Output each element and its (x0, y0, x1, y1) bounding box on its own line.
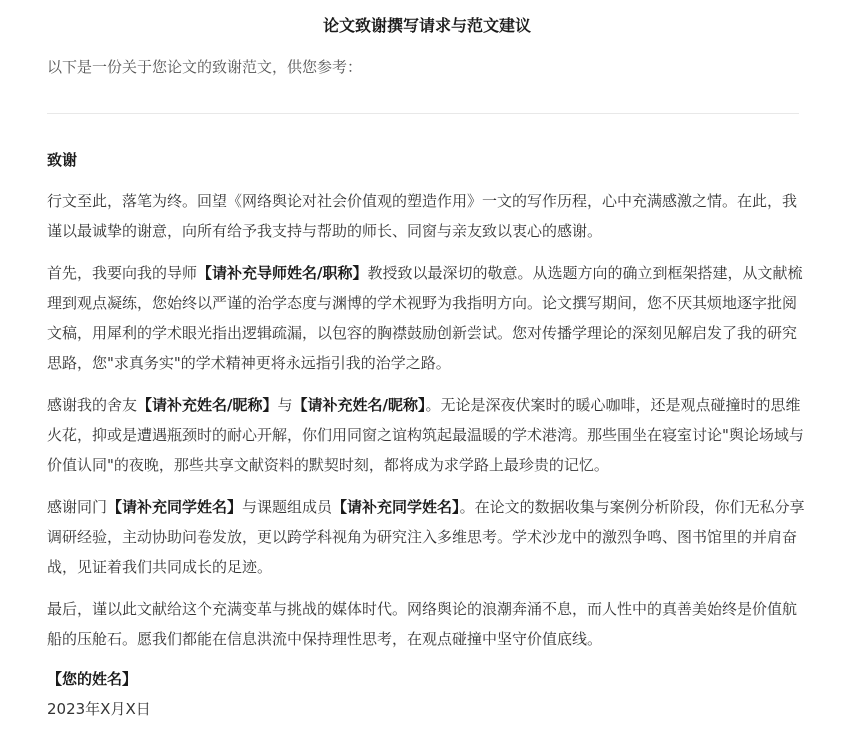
paragraph-advisor-text-a: 首先，我要向我的导师 (47, 264, 198, 282)
classmate-name-placeholder-1: 【请补充同学姓名】 (107, 498, 243, 516)
section-heading: 致谢 (47, 151, 78, 169)
advisor-name-placeholder: 【请补充导师姓名/职称】 (197, 264, 368, 282)
paragraph-advisor (47, 258, 805, 378)
paragraph-roommates-text-c: 与 (277, 396, 293, 414)
classmate-name-placeholder-2: 【请补充同学姓名】 (332, 498, 460, 516)
paragraph-classmates-text-e: 。在论文的数据收集与案例分析阶段，你们无私分享调研经验，主动协助问卷发放，更以跨学科视角为研究注入多维思考。学术沙龙中的激烈争鸣、图书馆里的并肩奋战，见证着我们共同成长的足迹。 (47, 498, 805, 576)
paragraph-advisor-text-c: 教授致以最深切的敬意。从选题方向的确立到框架搭建，从文献梳理到观点凝练，您始终以严谨的治学态度与渊博的学术视野为我指明方向。论文撰写期间，您不厌其烦地逐字批阅文稿，用犀利的学术眼光指出逻辑疏漏，以包容的胸襟鼓励创新尝试。您对传播学理论的深刻见解启发了我的研究思路，您"求真务实"的学术精神更将永远指引我的治学之路。 (47, 264, 803, 372)
intro-text: 以下是一份关于您论文的致谢范文，供您参考： (47, 58, 363, 76)
roommate-name-placeholder-1: 【请补充姓名/昵称】 (137, 396, 278, 414)
paragraph-classmates-text-c: 与课题组成员 (242, 498, 333, 516)
paragraph-opening: 行文至此，落笔为终。回望《网络舆论对社会价值观的塑造作用》一文的写作历程，心中充满感激之情。在此，我谨以最诚挚的谢意，向所有给予我支持与帮助的师长、同窗与亲友致以衷心的感谢。 (47, 192, 798, 240)
paragraph-classmates (47, 492, 805, 582)
paragraph-roommates (47, 390, 805, 480)
divider (47, 113, 799, 114)
acknowledgement-body (47, 148, 805, 720)
paragraph-roommates-text-e: 。无论是深夜伏案时的暖心咖啡，还是观点碰撞时的思维火花，抑或是遭遇瓶颈时的耐心开解，你们用同窗之谊构筑起最温暖的学术港湾。那些围坐在寝室讨论"舆论场域与价值认同"的夜晚，那些共享文献资料的默契时刻，都将成为求学路上最珍贵的记忆。 (47, 396, 804, 474)
roommate-name-placeholder-2: 【请补充姓名/昵称】 (292, 396, 426, 414)
date-line: 2023年X月X日 (47, 700, 151, 718)
paragraph-roommates-text-a: 感谢我的舍友 (47, 396, 138, 414)
paragraph-closing: 最后，谨以此文献给这个充满变革与挑战的媒体时代。网络舆论的浪潮奔涌不息，而人性中的真善美始终是价值航船的压舱石。愿我们都能在信息洪流中保持理性思考，在观点碰撞中坚守价值底线。 (47, 600, 798, 648)
page-title: 论文致谢撰写请求与范文建议 (322, 16, 531, 35)
signature-placeholder: 【您的姓名】 (47, 670, 138, 688)
paragraph-classmates-text-a: 感谢同门 (47, 498, 108, 516)
